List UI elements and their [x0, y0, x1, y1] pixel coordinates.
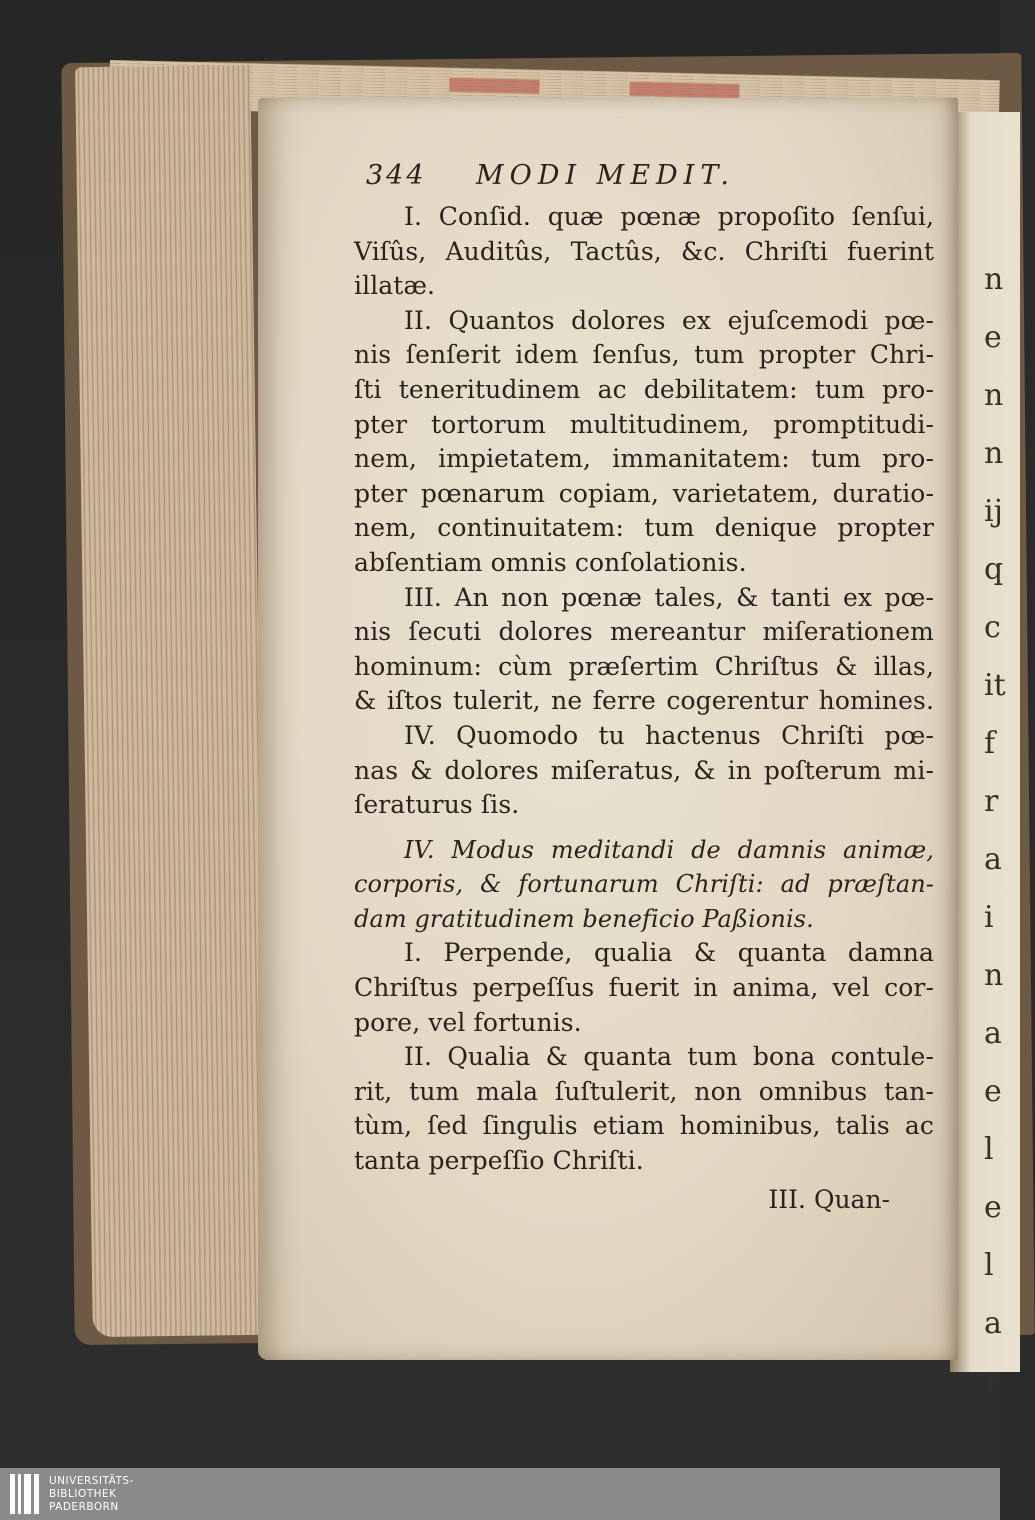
text-line: nas & dolores miſeratus, & in poſterum mi-	[354, 755, 934, 785]
library-logo-icon	[10, 1474, 39, 1514]
paragraphs-section-1	[354, 200, 934, 823]
text-line: dam gratitudinem beneficio Paßionis.	[354, 904, 814, 933]
page-text	[354, 160, 934, 1214]
text-line: tùm, ſed ſingulis etiam hominibus, talis ac	[354, 1111, 934, 1141]
next-page-glyph: n	[984, 436, 1004, 471]
text-line: corporis, & fortunarum Chriſti: ad præſtan-	[354, 870, 934, 899]
text-line: rit, tum mala ſuſtulerit, non omnibus tan-	[354, 1076, 934, 1106]
next-page-glyph: l	[984, 1248, 994, 1283]
catchword: III. Quan-	[768, 1184, 890, 1214]
library-footer	[0, 1468, 1000, 1520]
book-page-edges	[75, 65, 268, 1337]
text-line: pore, vel fortunis.	[354, 1007, 582, 1037]
next-page-glyph: r	[984, 784, 999, 819]
text-line: III. An non pœnæ tales, & tanti ex pœ-	[404, 582, 934, 612]
paragraphs-section-2	[354, 936, 934, 1178]
next-page-glyph: n	[984, 262, 1004, 297]
next-page-glyph: e	[984, 320, 1002, 355]
text-line: ſti teneritudinem ac debilitatem: tum pro-	[354, 374, 934, 404]
running-head	[366, 160, 934, 200]
library-logo-text: UNIVERSITÄTS- BIBLIOTHEK PADERBORN	[49, 1474, 134, 1513]
text-line: I. Conſid. quæ pœnæ propoſito ſenſui,	[404, 202, 934, 231]
text-line: ſeraturus ſis.	[354, 790, 520, 820]
next-page-sliver	[950, 112, 1020, 1399]
next-page-glyph: f	[984, 726, 996, 761]
text-line: II. Quantos dolores ex ejuſcemodi pœ-	[404, 305, 934, 335]
next-page-glyph: a	[984, 1306, 1002, 1341]
text-line: IV. Modus meditandi de damnis animæ,	[404, 835, 934, 864]
text-line: & iſtos tulerit, ne ferre cogerentur homines.	[354, 686, 934, 716]
page-number: 344	[366, 160, 427, 191]
text-line: nis ſecuti dolores mereantur miſerationem	[354, 617, 934, 647]
next-page-glyph: l	[984, 1132, 994, 1167]
next-page-glyph: e	[984, 1074, 1002, 1109]
next-page-glyph: q	[984, 552, 1004, 587]
running-title: MODI MEDIT.	[476, 160, 735, 191]
next-page-glyph: a	[984, 842, 1002, 877]
text-line: illatæ.	[354, 271, 436, 301]
next-page-glyph: ij	[984, 494, 1003, 529]
next-page-glyph: a	[984, 1016, 1002, 1051]
next-page-glyph: n	[984, 958, 1004, 993]
text-line: nis ſenſerit idem ſenſus, tum propter Chri-	[354, 340, 934, 370]
next-page-glyph: c	[984, 610, 1001, 645]
text-line: IV. Quomodo tu hactenus Chriſti pœ-	[404, 720, 934, 750]
text-line: pter tortorum multitudinem, promptitudi-	[354, 409, 934, 439]
next-page-glyph: n	[984, 378, 1004, 413]
section-heading	[354, 833, 934, 937]
next-page-glyph: i	[984, 900, 994, 935]
text-line: nem, continuitatem: tum denique propter	[354, 513, 934, 543]
text-line: I. Perpende, qualia & quanta damna	[404, 938, 934, 968]
text-line: abſentiam omnis conſolationis.	[354, 547, 747, 577]
next-page-glyph: e	[984, 1190, 1002, 1225]
next-page-glyph: it	[984, 668, 1006, 703]
next-page-glyph: r	[984, 1364, 999, 1399]
text-line: Viſûs, Auditûs, Tactûs, &c. Chriſti fuerint	[354, 236, 934, 266]
text-line: pter pœnarum copiam, varietatem, duratio-	[354, 478, 934, 508]
text-line: nem, impietatem, immanitatem: tum pro-	[354, 444, 934, 474]
text-line: tanta perpeſſio Chriſti.	[354, 1146, 644, 1176]
text-line: hominum: cùm præſertim Chriſtus & illas,	[354, 651, 934, 681]
text-line: Chriſtus perpeſſus fuerit in anima, vel cor-	[354, 973, 934, 1003]
text-line: II. Qualia & quanta tum bona contule-	[404, 1042, 934, 1072]
